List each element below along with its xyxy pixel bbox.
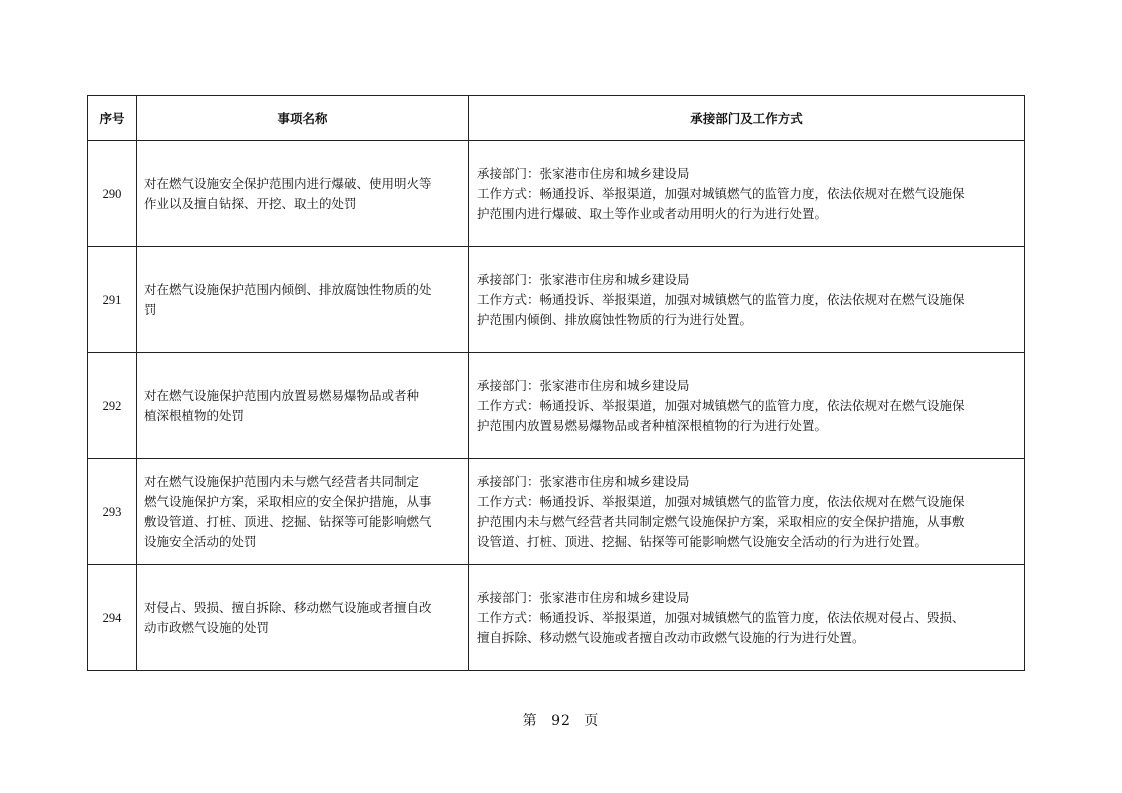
dept-value: 张家港市住房和城乡建设局: [539, 165, 690, 181]
dept-value: 张家港市住房和城乡建设局: [539, 473, 690, 489]
table-row: [88, 141, 1025, 247]
method-label: 工作方式：: [477, 493, 540, 509]
page-number: 92: [551, 713, 571, 729]
item-name-line: 罚: [144, 301, 157, 317]
item-name-line: 作业以及擅自钻探、开挖、取土的处罚: [144, 195, 357, 211]
dept-method: [469, 141, 1025, 247]
row-number: 294: [88, 565, 137, 671]
page-suffix: 页: [584, 713, 600, 729]
item-name-line: 动市政燃气设施的处罚: [144, 619, 270, 635]
method-line: 护范围内进行爆破、取土等作业或者动用明火的行为进行处置。: [477, 205, 828, 221]
method-label: 工作方式：: [477, 609, 540, 625]
dept-label: 承接部门：: [477, 165, 540, 181]
method-label: 工作方式：: [477, 397, 540, 413]
item-name: [137, 247, 469, 353]
dept-label: 承接部门：: [477, 377, 540, 393]
method-text: 畅通投诉、举报渠道，加强对城镇燃气的监管力度，依法依规对在燃气设施保: [539, 291, 965, 307]
item-name: [137, 141, 469, 247]
method-label: 工作方式：: [477, 291, 540, 307]
method-line: 护范围内倾倒、排放腐蚀性物质的行为进行处置。: [477, 311, 753, 327]
dept-method: [469, 459, 1025, 565]
method-line: 擅自拆除、移动燃气设施或者擅自改动市政燃气设施的行为进行处置。: [477, 629, 865, 645]
method-line: [477, 290, 1020, 310]
item-name-line: 植深根植物的处罚: [144, 407, 245, 423]
method-line: [477, 396, 1020, 416]
item-name-line: 敷设管道、打桩、顶进、挖掘、钻探等可能影响燃气: [144, 513, 432, 529]
header-name: 事项名称: [137, 96, 469, 141]
dept-label: 承接部门：: [477, 271, 540, 287]
method-line: 设管道、打桩、顶进、挖掘、钻探等可能影响燃气设施安全活动的行为进行处置。: [477, 533, 928, 549]
page-prefix: 第: [522, 713, 538, 729]
method-line: [477, 184, 1020, 204]
method-text: 畅通投诉、举报渠道，加强对城镇燃气的监管力度，依法依规对侵占、毁损、: [539, 609, 965, 625]
item-name: [137, 459, 469, 565]
item-name-line: 对在燃气设施保护范围内放置易燃易爆物品或者种: [144, 387, 420, 403]
table-row: [88, 353, 1025, 459]
header-no: 序号: [88, 96, 137, 141]
row-number: 293: [88, 459, 137, 565]
item-name-line: 燃气设施保护方案，采取相应的安全保护措施，从事: [144, 493, 432, 509]
dept-method: [469, 247, 1025, 353]
dept-method: [469, 353, 1025, 459]
row-number: 290: [88, 141, 137, 247]
table-row: [88, 459, 1025, 565]
method-line: [477, 608, 1020, 628]
row-number: 291: [88, 247, 137, 353]
table-row: [88, 247, 1025, 353]
dept-label: 承接部门：: [477, 473, 540, 489]
header-dept: 承接部门及工作方式: [469, 96, 1025, 141]
dept-line: [477, 270, 1020, 290]
dept-method: [469, 565, 1025, 671]
dept-line: [477, 472, 1020, 492]
dept-line: [477, 588, 1020, 608]
table-row: [88, 565, 1025, 671]
method-text: 畅通投诉、举报渠道，加强对城镇燃气的监管力度，依法依规对在燃气设施保: [539, 493, 965, 509]
method-text: 畅通投诉、举报渠道，加强对城镇燃气的监管力度，依法依规对在燃气设施保: [539, 185, 965, 201]
page-footer: [0, 710, 1122, 730]
row-number: 292: [88, 353, 137, 459]
dept-value: 张家港市住房和城乡建设局: [539, 271, 690, 287]
item-name-line: 对侵占、毁损、擅自拆除、移动燃气设施或者擅自改: [144, 599, 432, 615]
item-name-line: 对在燃气设施安全保护范围内进行爆破、使用明火等: [144, 175, 432, 191]
method-line: [477, 492, 1020, 512]
table-header-row: [88, 96, 1025, 141]
method-text: 畅通投诉、举报渠道，加强对城镇燃气的监管力度，依法依规对在燃气设施保: [539, 397, 965, 413]
dept-line: [477, 376, 1020, 396]
item-name-line: 对在燃气设施保护范围内未与燃气经营者共同制定: [144, 473, 420, 489]
dept-label: 承接部门：: [477, 589, 540, 605]
items-table: [87, 95, 1025, 671]
method-line: 护范围内未与燃气经营者共同制定燃气设施保护方案，采取相应的安全保护措施，从事敷: [477, 513, 965, 529]
dept-value: 张家港市住房和城乡建设局: [539, 377, 690, 393]
item-name-line: 对在燃气设施保护范围内倾倒、排放腐蚀性物质的处: [144, 281, 432, 297]
method-label: 工作方式：: [477, 185, 540, 201]
item-name: [137, 353, 469, 459]
dept-value: 张家港市住房和城乡建设局: [539, 589, 690, 605]
method-line: 护范围内放置易燃易爆物品或者种植深根植物的行为进行处置。: [477, 417, 828, 433]
item-name: [137, 565, 469, 671]
dept-line: [477, 164, 1020, 184]
item-name-line: 设施安全活动的处罚: [144, 533, 257, 549]
